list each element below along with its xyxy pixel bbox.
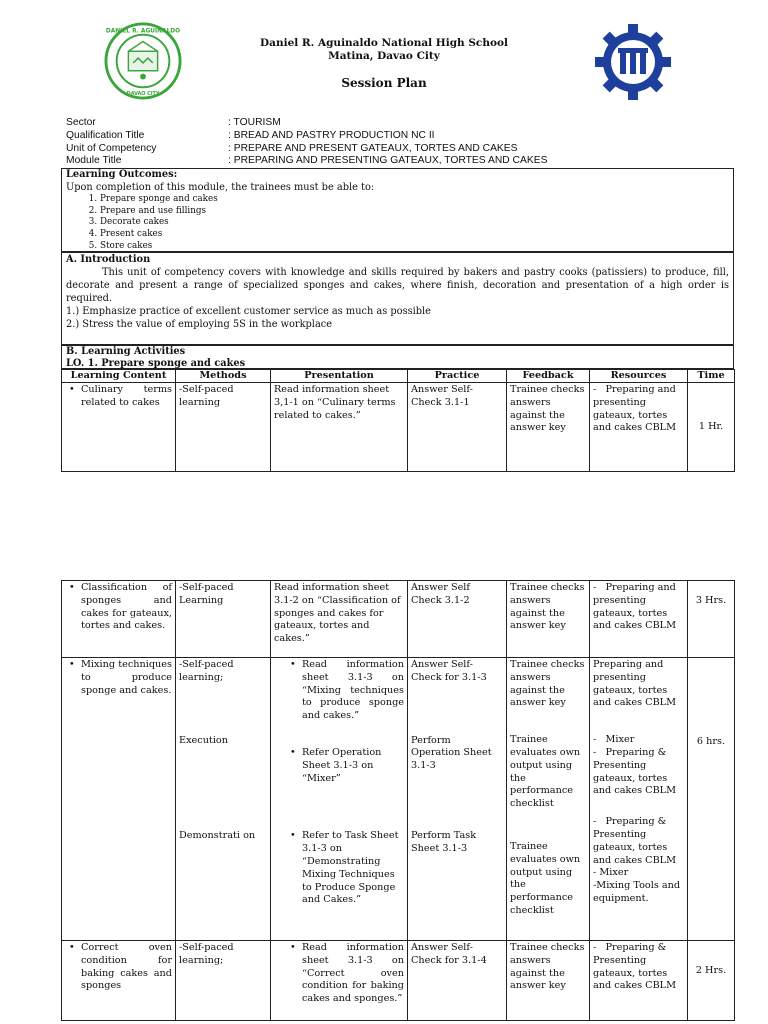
meta-module: Module Title : PREPARING AND PRESENTING GATEAUX, TORTES AND CAKES (66, 155, 548, 167)
table-header-row (62, 370, 735, 383)
list-item: 5. Store cakes (100, 241, 729, 253)
learning-activities-heading: B. Learning Activities LO. 1. Prepare sponge and cakes (61, 345, 734, 369)
introduction-section (61, 252, 734, 345)
meta-unit: Unit of Competency : PREPARE AND PRESENT GATEAUX, TORTES AND CAKES (66, 142, 518, 154)
table-row: • Classification of sponges and cakes for gateaux, tortes and cakes. -Self-paced Learning Read information sheet 3.1-2 on “Classification of sponges and cakes for gateaux, tortes and cakes.” Answer Self Check 3.1-2 Trainee checks answers against the answer key - Preparing and presenting gateaux, tortes and cakes CBLM 3 Hrs. (62, 581, 735, 658)
list-item: 2. Prepare and use fillings (100, 206, 729, 218)
col-header: Practice (408, 370, 507, 383)
tesda-gear-logo (593, 22, 673, 102)
col-header: Presentation (271, 370, 408, 383)
outcomes-list (66, 194, 729, 253)
list-item: 3. Decorate cakes (100, 217, 729, 229)
section-heading: A. Introduction (66, 254, 151, 265)
svg-text:DANIEL R. AGUINALDO: DANIEL R. AGUINALDO (105, 28, 181, 35)
school-location: Matina, Davao City (328, 50, 440, 62)
meta-sector: Sector : TOURISM (66, 117, 281, 128)
col-header: Time (688, 370, 735, 383)
intro-paragraph: This unit of competency covers with knowledge and skills required by bakers and pastry cooks (patissiers) to produce, fill, decorate and present a range of specialized sponges and cakes, where finish, decoration and presentation of a high order is required. (66, 267, 729, 304)
learning-outcomes: Learning Outcomes: Upon completion of this module, the trainees must be able to: 1. Prepare sponge and cakes 2. Prepare and use fillings 3. Decorate cakes 4. Present cakes 5. Store cakes (61, 168, 734, 252)
activities-table (61, 369, 735, 472)
intro-point: 2.) Stress the value of employing 5S in the workplace (66, 319, 333, 330)
table-row: • Correct oven condition for baking cakes and sponges -Self-paced learning; • Read information sheet 3.1-3 on “Correct oven condition for baking cakes and sponges.” Answer Self-Check for 3.1-4 Trainee checks answers against the answer key - Preparing & Presenting gateaux, tortes and cakes CBLM 2 Hrs. (62, 941, 735, 1021)
col-header: Resources (590, 370, 688, 383)
col-header: Feedback (507, 370, 590, 383)
session-meta (66, 117, 547, 168)
list-item: 4. Present cakes (100, 229, 729, 241)
table-row: • Mixing techniques to produce sponge and cakes. -Self-paced learning; Execution Demonstrati on • Read information sheet 3.1-3 on “Mixing techniques to produce sponge and cakes.” • Refer Operation Sheet 3.1-3 on “Mixer” • Refer to Task Sheet 3.1-3 on “Demonstrating Mixing Techniques to Produce Sponge and Cakes.” Answer Self-Check for 3.1-3 Perform Operation Sheet 3.1-3 Perform Task Sheet 3.1-3 Trainee checks answers against the answer key Trainee evaluates own output using the performance checklist Trainee evaluates own output using the performance checklist Preparing and presenting gateaux, tortes and cakes CBLM - Mixer - Preparing & Presenting gateaux, tortes and cakes CBLM - Preparing & Presenting gateaux, tortes and cakes CBLM - Mixer -Mixing Tools and equipment. 6 hrs. (62, 658, 735, 941)
school-name: Daniel R. Aguinaldo National High School (260, 37, 508, 49)
table-row: • Culinary terms related to cakes -Self-paced learning Read information sheet 3,1-1 on “Culinary terms related to cakes.” Answer Self-Check 3.1-1 Trainee checks answers against the answer key - Preparing and presenting gateaux, tortes and cakes CBLM 1 Hr. (62, 383, 735, 472)
list-item: 1. Prepare sponge and cakes (100, 194, 729, 206)
intro-point: 1.) Emphasize practice of excellent customer service as much as possible (66, 306, 431, 317)
meta-qualification: Qualification Title : BREAD AND PASTRY PRODUCTION NC II (66, 129, 435, 141)
col-header: Learning Content (62, 370, 176, 383)
activities-table-continued (61, 580, 735, 1021)
document-title: Session Plan (341, 76, 427, 90)
col-header: Methods (176, 370, 271, 383)
svg-text:DAVAO CITY: DAVAO CITY (126, 91, 160, 98)
